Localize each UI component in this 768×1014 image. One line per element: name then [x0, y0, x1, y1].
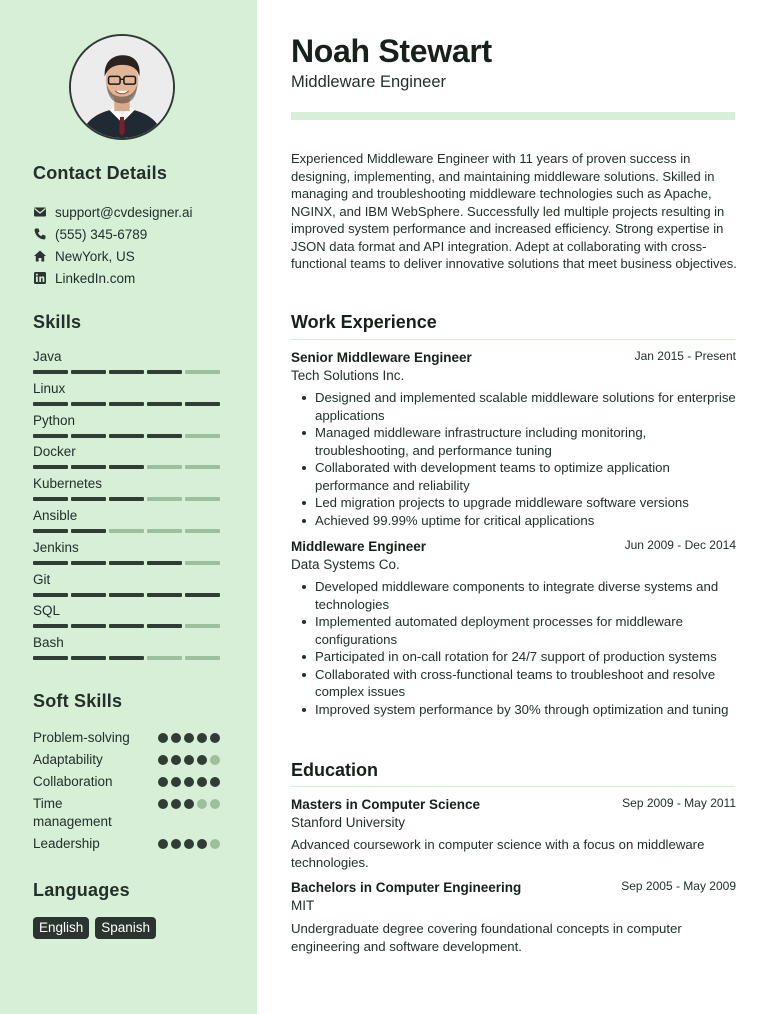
rating-dot [158, 755, 168, 765]
rating-dot [171, 755, 181, 765]
summary-text: Experienced Middleware Engineer with 11 years of proven success in designing, implementing, and maintaining middleware solutions. Skilled in managing and troubleshooting middleware technologies such as Apache, NGINX, and IBM WebSphere. Successfully led multiple projects resulting in improved system performance and increased efficiency. Strong expertise in JSON data format and API integration. Adept at collaborating with cross-functional teams to deliver innovative solutions that meet business objectives. [291, 151, 737, 271]
contact-phone[interactable] [33, 225, 147, 243]
main-content [257, 0, 768, 1014]
soft-skill-item [33, 795, 223, 831]
skill-level-segment [147, 402, 182, 406]
degree-title: Masters in Computer Science [291, 797, 481, 812]
skill-item [33, 444, 223, 460]
skill-level-bar [33, 402, 220, 406]
rating-dot [171, 839, 181, 849]
soft-skill-name: Time management [33, 796, 112, 829]
school-name: Stanford University [291, 815, 406, 830]
skill-level-segment [147, 529, 182, 533]
soft-skill-rating [158, 839, 220, 849]
skill-level-segment [71, 465, 106, 469]
skill-level-segment [109, 465, 144, 469]
job-title: Middleware Engineer [291, 539, 427, 554]
skill-level-segment [109, 434, 144, 438]
skill-level-bar [33, 370, 220, 374]
skill-level-segment [109, 593, 144, 597]
skill-level-segment [33, 497, 68, 501]
email-icon [33, 205, 47, 219]
skill-level-segment [33, 370, 68, 374]
section-divider [291, 786, 735, 787]
job-bullets [291, 578, 737, 718]
skill-level-segment [71, 370, 106, 374]
skill-name: Bash [33, 635, 64, 650]
skill-item [33, 413, 223, 429]
list-item: Led migration projects to upgrade middleware software versions [291, 494, 737, 512]
skill-item [33, 349, 223, 365]
skill-level-bar [33, 624, 220, 628]
sidebar [0, 0, 257, 1014]
rating-dot [171, 777, 181, 787]
skill-level-segment [33, 624, 68, 628]
list-item: Improved system performance by 30% through optimization and tuning [291, 701, 737, 719]
rating-dot [210, 733, 220, 743]
degree-title: Bachelors in Computer Engineering [291, 880, 522, 895]
skill-level-bar [33, 593, 220, 597]
rating-dot [197, 839, 207, 849]
contact-location-text: NewYork, US [55, 248, 135, 264]
rating-dot [210, 839, 220, 849]
skill-level-segment [33, 465, 68, 469]
skill-level-segment [185, 465, 220, 469]
skill-level-segment [71, 624, 106, 628]
rating-dot [197, 733, 207, 743]
skill-level-segment [147, 656, 182, 660]
skill-item [33, 381, 223, 397]
skill-level-segment [33, 434, 68, 438]
soft-skill-item [33, 729, 223, 747]
skill-level-segment [185, 370, 220, 374]
soft-skill-name: Adaptability [33, 752, 103, 767]
skill-level-bar [33, 561, 220, 565]
skill-level-segment [33, 656, 68, 660]
soft-skill-rating [158, 777, 220, 787]
skill-level-segment [71, 656, 106, 660]
list-item: Developed middleware components to integrate diverse systems and technologies [291, 578, 737, 613]
rating-dot [210, 755, 220, 765]
rating-dot [158, 839, 168, 849]
degree-dates: Sep 2009 - May 2011 [622, 796, 736, 810]
skill-level-segment [147, 465, 182, 469]
degree-dates: Sep 2005 - May 2009 [621, 879, 736, 893]
skill-level-segment [109, 561, 144, 565]
soft-skills-heading: Soft Skills [33, 691, 123, 711]
language-tag: English [33, 917, 89, 939]
job-company: Data Systems Co. [291, 557, 400, 572]
skill-item [33, 476, 223, 492]
rating-dot [158, 733, 168, 743]
skill-name: Docker [33, 444, 76, 459]
list-item: Participated in on-call rotation for 24/7 support of production systems [291, 648, 737, 666]
skill-level-segment [109, 529, 144, 533]
skill-level-segment [185, 497, 220, 501]
languages-heading: Languages [33, 880, 130, 900]
candidate-title: Middleware Engineer [291, 73, 447, 91]
candidate-name: Noah Stewart [291, 33, 492, 69]
rating-dot [197, 777, 207, 787]
rating-dot [197, 755, 207, 765]
skill-level-segment [185, 529, 220, 533]
skill-level-segment [185, 402, 220, 406]
skill-item [33, 508, 223, 524]
skill-name: Kubernetes [33, 476, 103, 491]
list-item: Collaborated with development teams to optimize application performance and reliability [291, 459, 737, 494]
list-item: Managed middleware infrastructure including monitoring, troubleshooting, and performance tuning [291, 424, 737, 459]
language-tag: Spanish [95, 917, 156, 939]
rating-dot [184, 755, 194, 765]
phone-icon [33, 227, 47, 241]
skill-item [33, 635, 223, 651]
job-bullets [291, 389, 737, 529]
list-item: Collaborated with cross-functional teams to troubleshoot and resolve complex issues [291, 666, 737, 701]
skill-name: Ansible [33, 508, 78, 523]
rating-dot [184, 799, 194, 809]
skill-name: Linux [33, 381, 66, 396]
skill-level-segment [33, 593, 68, 597]
avatar [69, 34, 175, 140]
rating-dot [184, 777, 194, 787]
contact-email-text: support@cvdesigner.ai [55, 204, 193, 220]
list-item: Achieved 99.99% uptime for critical applications [291, 512, 737, 530]
home-icon [33, 249, 47, 263]
skill-level-bar [33, 497, 220, 501]
skill-level-segment [71, 593, 106, 597]
linkedin-icon [33, 271, 47, 285]
work-heading: Work Experience [291, 312, 437, 332]
skill-name: Git [33, 572, 51, 587]
skill-level-segment [71, 497, 106, 501]
soft-skill-name: Problem-solving [33, 730, 130, 745]
job-dates: Jan 2015 - Present [634, 349, 736, 363]
rating-dot [184, 733, 194, 743]
skill-level-segment [33, 402, 68, 406]
skill-level-segment [185, 593, 220, 597]
rating-dot [171, 799, 181, 809]
list-item: Implemented automated deployment processes for middleware configurations [291, 613, 737, 648]
skill-name: Jenkins [33, 540, 79, 555]
skills-heading: Skills [33, 312, 82, 332]
soft-skill-item [33, 835, 223, 853]
skill-item [33, 540, 223, 556]
skill-level-segment [147, 561, 182, 565]
job-title: Senior Middleware Engineer [291, 350, 472, 365]
job-dates: Jun 2009 - Dec 2014 [624, 538, 736, 552]
contact-heading: Contact Details [33, 163, 168, 183]
skill-level-bar [33, 465, 220, 469]
soft-skill-item [33, 773, 223, 791]
skill-level-segment [71, 402, 106, 406]
skill-name: Java [33, 349, 62, 364]
contact-linkedin-text: LinkedIn.com [55, 270, 136, 286]
skill-level-segment [147, 593, 182, 597]
skill-level-segment [147, 370, 182, 374]
skill-level-segment [109, 656, 144, 660]
contact-linkedin[interactable] [33, 269, 135, 287]
soft-skill-item [33, 751, 223, 769]
languages-list [33, 917, 156, 939]
skill-name: Python [33, 413, 76, 428]
job-company: Tech Solutions Inc. [291, 368, 405, 383]
degree-description: Undergraduate degree covering foundational concepts in computer engineering and software development. [291, 921, 682, 954]
skill-level-segment [71, 434, 106, 438]
skill-name: SQL [33, 603, 61, 618]
rating-dot [171, 733, 181, 743]
skill-level-segment [185, 434, 220, 438]
degree-description: Advanced coursework in computer science with a focus on middleware technologies. [291, 837, 705, 870]
skill-level-segment [185, 656, 220, 660]
skill-level-segment [71, 529, 106, 533]
skill-level-segment [185, 624, 220, 628]
soft-skill-rating [158, 733, 220, 743]
rating-dot [210, 777, 220, 787]
skill-level-bar [33, 656, 220, 660]
profile-photo [71, 36, 173, 138]
skill-level-bar [33, 529, 220, 533]
contact-email[interactable] [33, 203, 193, 221]
skill-level-segment [33, 529, 68, 533]
skill-level-segment [109, 370, 144, 374]
skill-item [33, 572, 223, 588]
soft-skill-name: Leadership [33, 836, 100, 851]
soft-skill-rating [158, 755, 220, 765]
education-heading: Education [291, 760, 379, 780]
school-name: MIT [291, 898, 315, 913]
soft-skill-rating [158, 799, 220, 809]
skill-level-segment [109, 402, 144, 406]
section-divider [291, 339, 735, 340]
rating-dot [184, 839, 194, 849]
skill-level-segment [147, 624, 182, 628]
skill-level-segment [147, 434, 182, 438]
contact-location [33, 247, 135, 265]
skill-level-segment [185, 561, 220, 565]
skill-level-segment [71, 561, 106, 565]
rating-dot [197, 799, 207, 809]
skill-level-segment [33, 561, 68, 565]
contact-phone-text: (555) 345-6789 [55, 226, 148, 242]
list-item: Designed and implemented scalable middleware solutions for enterprise applications [291, 389, 737, 424]
rating-dot [158, 799, 168, 809]
skill-level-bar [33, 434, 220, 438]
soft-skill-name: Collaboration [33, 774, 113, 789]
skill-level-segment [109, 497, 144, 501]
rating-dot [158, 777, 168, 787]
skill-level-segment [109, 624, 144, 628]
skill-level-segment [147, 497, 182, 501]
accent-divider [291, 112, 735, 120]
rating-dot [210, 799, 220, 809]
skill-item [33, 603, 223, 619]
